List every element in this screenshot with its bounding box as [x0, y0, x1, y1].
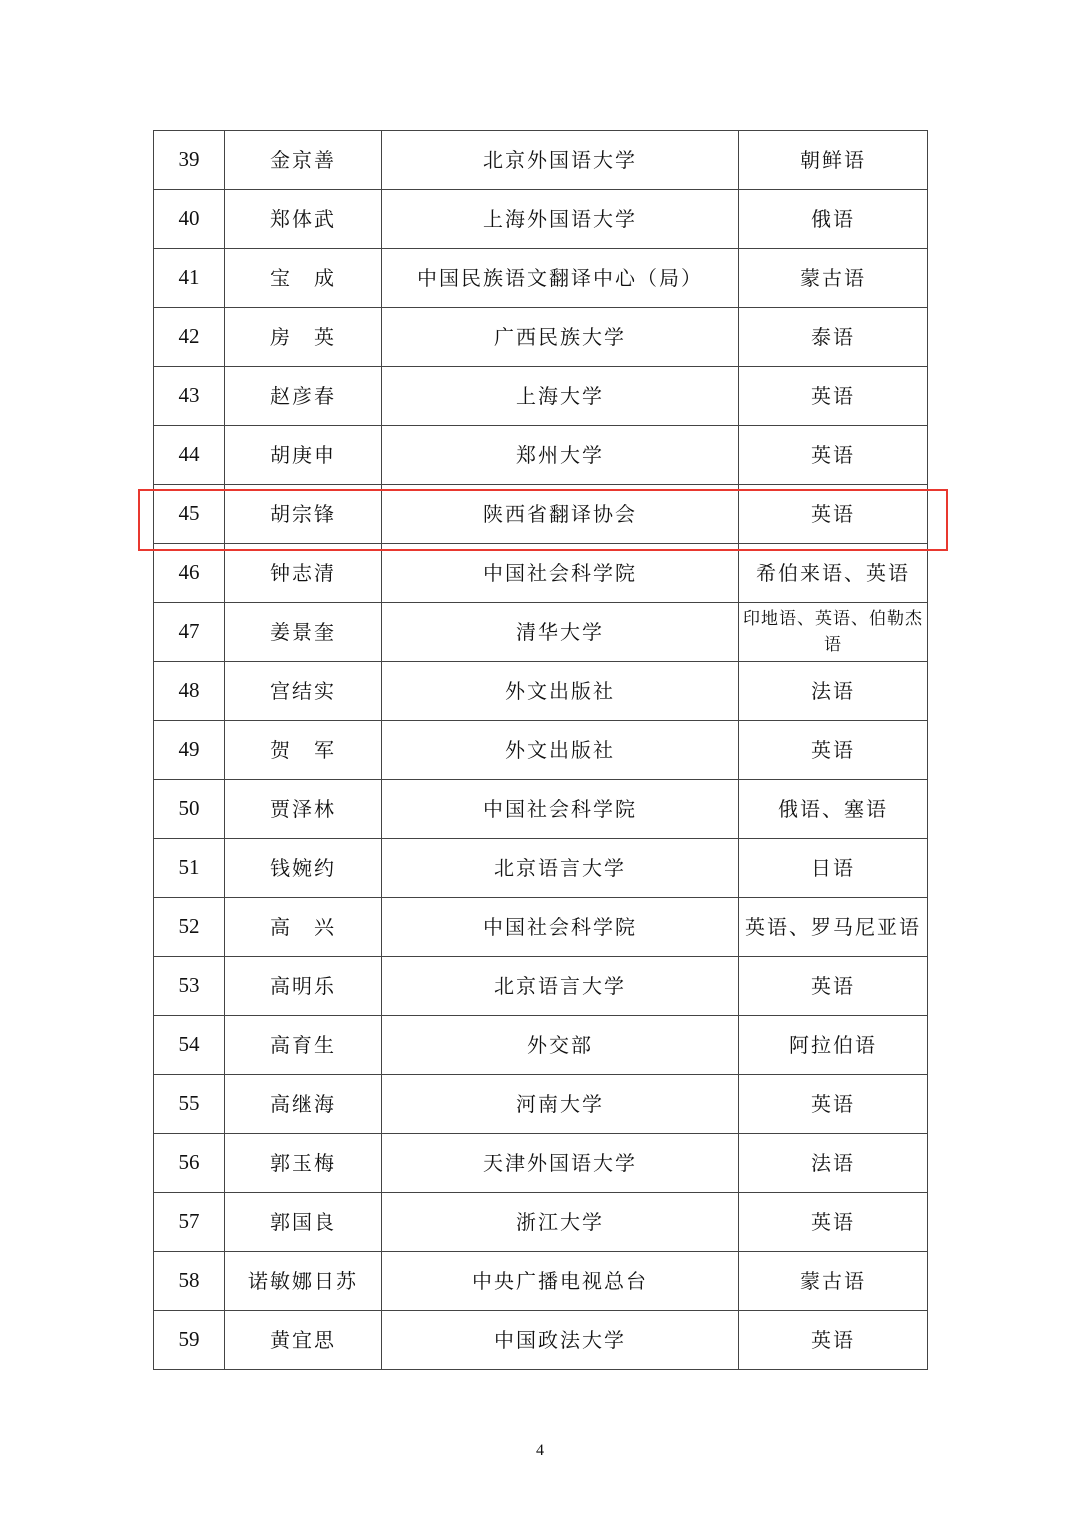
- row-number-cell: 59: [154, 1311, 225, 1370]
- table-row: [154, 1311, 928, 1370]
- name-cell: 赵彦春: [225, 367, 382, 426]
- organization-cell: 外文出版社: [382, 721, 739, 780]
- name-cell: 贺 军: [225, 721, 382, 780]
- organization-cell: 北京语言大学: [382, 839, 739, 898]
- table-row: [154, 367, 928, 426]
- table-row: [154, 721, 928, 780]
- language-cell: 英语: [739, 367, 928, 426]
- table-row: [154, 662, 928, 721]
- organization-cell: 天津外国语大学: [382, 1134, 739, 1193]
- language-cell: 日语: [739, 839, 928, 898]
- language-cell: 英语: [739, 1193, 928, 1252]
- language-cell: 英语: [739, 485, 928, 544]
- organization-cell: 外文出版社: [382, 662, 739, 721]
- row-number-cell: 45: [154, 485, 225, 544]
- table-row: [154, 1016, 928, 1075]
- language-cell: 阿拉伯语: [739, 1016, 928, 1075]
- row-number-cell: 49: [154, 721, 225, 780]
- table-row: [154, 1134, 928, 1193]
- organization-cell: 中国社会科学院: [382, 544, 739, 603]
- row-number-cell: 41: [154, 249, 225, 308]
- name-cell: 高 兴: [225, 898, 382, 957]
- organization-cell: 中国社会科学院: [382, 898, 739, 957]
- name-cell: 郑体武: [225, 190, 382, 249]
- translator-roster-table: [153, 130, 928, 1370]
- language-cell: 蒙古语: [739, 249, 928, 308]
- language-cell: 泰语: [739, 308, 928, 367]
- row-number-cell: 46: [154, 544, 225, 603]
- name-cell: 诺敏娜日苏: [225, 1252, 382, 1311]
- row-number-cell: 48: [154, 662, 225, 721]
- organization-cell: 北京语言大学: [382, 957, 739, 1016]
- roster-table-body: [154, 131, 928, 1370]
- row-number-cell: 55: [154, 1075, 225, 1134]
- language-cell: 英语: [739, 1075, 928, 1134]
- row-number-cell: 47: [154, 603, 225, 662]
- organization-cell: 陕西省翻译协会: [382, 485, 739, 544]
- table-row: [154, 780, 928, 839]
- organization-cell: 中国社会科学院: [382, 780, 739, 839]
- table-row: [154, 1252, 928, 1311]
- organization-cell: 上海大学: [382, 367, 739, 426]
- name-cell: 高育生: [225, 1016, 382, 1075]
- name-cell: 宝 成: [225, 249, 382, 308]
- row-number-cell: 56: [154, 1134, 225, 1193]
- language-cell: 俄语、塞语: [739, 780, 928, 839]
- language-cell: 蒙古语: [739, 1252, 928, 1311]
- name-cell: 贾泽林: [225, 780, 382, 839]
- name-cell: 高继海: [225, 1075, 382, 1134]
- organization-cell: 上海外国语大学: [382, 190, 739, 249]
- organization-cell: 清华大学: [382, 603, 739, 662]
- table-row: [154, 1075, 928, 1134]
- table-row: [154, 603, 928, 662]
- table-row: [154, 308, 928, 367]
- name-cell: 金京善: [225, 131, 382, 190]
- table-row: [154, 898, 928, 957]
- table-row: [154, 131, 928, 190]
- language-cell: 英语: [739, 426, 928, 485]
- page-number: 4: [536, 1442, 544, 1459]
- organization-cell: 北京外国语大学: [382, 131, 739, 190]
- name-cell: 郭国良: [225, 1193, 382, 1252]
- name-cell: 钟志清: [225, 544, 382, 603]
- language-cell: 英语: [739, 957, 928, 1016]
- name-cell: 胡宗锋: [225, 485, 382, 544]
- table-row: [154, 485, 928, 544]
- organization-cell: 中国政法大学: [382, 1311, 739, 1370]
- name-cell: 姜景奎: [225, 603, 382, 662]
- row-number-cell: 42: [154, 308, 225, 367]
- organization-cell: 中央广播电视总台: [382, 1252, 739, 1311]
- table-row: [154, 544, 928, 603]
- name-cell: 房 英: [225, 308, 382, 367]
- row-number-cell: 51: [154, 839, 225, 898]
- row-number-cell: 53: [154, 957, 225, 1016]
- table-row: [154, 1193, 928, 1252]
- name-cell: 高明乐: [225, 957, 382, 1016]
- language-cell: 英语: [739, 721, 928, 780]
- row-number-cell: 58: [154, 1252, 225, 1311]
- language-cell: 英语: [739, 1311, 928, 1370]
- language-cell: 法语: [739, 662, 928, 721]
- table-row: [154, 957, 928, 1016]
- row-number-cell: 44: [154, 426, 225, 485]
- organization-cell: 外交部: [382, 1016, 739, 1075]
- organization-cell: 郑州大学: [382, 426, 739, 485]
- organization-cell: 中国民族语文翻译中心（局）: [382, 249, 739, 308]
- language-cell: 英语、罗马尼亚语: [739, 898, 928, 957]
- row-number-cell: 54: [154, 1016, 225, 1075]
- row-number-cell: 40: [154, 190, 225, 249]
- row-number-cell: 39: [154, 131, 225, 190]
- table-row: [154, 839, 928, 898]
- name-cell: 钱婉约: [225, 839, 382, 898]
- name-cell: 黄宜思: [225, 1311, 382, 1370]
- organization-cell: 河南大学: [382, 1075, 739, 1134]
- name-cell: 宫结实: [225, 662, 382, 721]
- row-number-cell: 50: [154, 780, 225, 839]
- language-cell: 希伯来语、英语: [739, 544, 928, 603]
- row-number-cell: 52: [154, 898, 225, 957]
- language-cell: 法语: [739, 1134, 928, 1193]
- row-number-cell: 43: [154, 367, 225, 426]
- table-row: [154, 426, 928, 485]
- table-row: [154, 249, 928, 308]
- language-cell: 印地语、英语、伯勒杰语: [739, 603, 928, 662]
- table-row: [154, 190, 928, 249]
- row-number-cell: 57: [154, 1193, 225, 1252]
- language-cell: 朝鲜语: [739, 131, 928, 190]
- language-cell: 俄语: [739, 190, 928, 249]
- organization-cell: 浙江大学: [382, 1193, 739, 1252]
- name-cell: 胡庚申: [225, 426, 382, 485]
- name-cell: 郭玉梅: [225, 1134, 382, 1193]
- organization-cell: 广西民族大学: [382, 308, 739, 367]
